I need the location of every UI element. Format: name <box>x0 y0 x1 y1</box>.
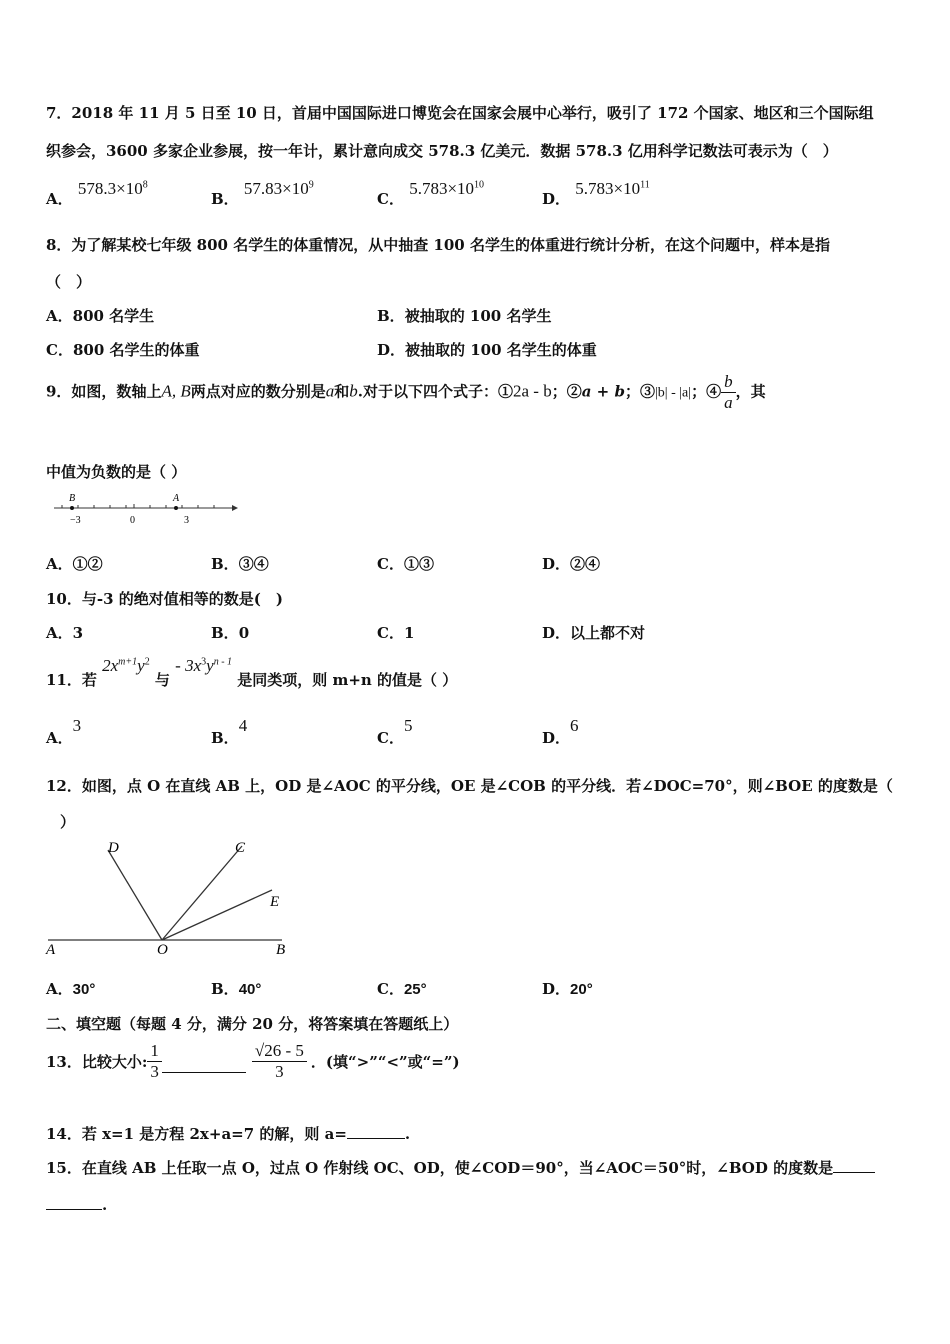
q15-text-line2: . <box>46 1195 107 1214</box>
q8-option-c[interactable]: C．800 名学生的体重 <box>46 341 200 359</box>
q10-option-d[interactable]: D．以上都不对 <box>542 624 646 642</box>
q9-fraction: $\frac{b}{a}$ <box>721 372 736 413</box>
tick-3: 3 <box>184 515 189 526</box>
q11-option-d[interactable]: D．6 <box>542 716 579 747</box>
q8-text-line2: （ ） <box>46 273 92 291</box>
q10-option-c[interactable]: C．1 <box>377 624 415 642</box>
q10-option-a[interactable]: A．3 <box>46 624 84 642</box>
q9-number-line <box>50 490 242 532</box>
q14-text: 14．若 x=1 是方程 2x+a=7 的解，则 a= . <box>46 1125 411 1143</box>
tick-0: 0 <box>130 515 135 526</box>
label-a: A <box>46 942 56 958</box>
q11-term1: $2x^{m+1}y^2$ <box>102 656 150 675</box>
q13-fraction-1: $\frac{1}{3}$ <box>147 1041 162 1082</box>
q11-option-b[interactable]: B．4 <box>211 716 248 747</box>
ray-oe <box>162 890 272 940</box>
label-o: O <box>157 942 168 958</box>
label-e: E <box>270 894 280 910</box>
ray-od <box>108 850 162 940</box>
label-c: C <box>235 840 246 856</box>
q13-fraction-2: $\frac{√26 - 5}{3}$ <box>252 1041 307 1082</box>
q12-text-line1: 12．如图，点 O 在直线 AB 上，OD 是∠AOC 的平分线，OE 是∠COB 的平分线．若∠DOC=70°，则∠BOE 的度数是（ <box>46 777 893 795</box>
q9-option-a[interactable]: A．①② <box>46 555 103 573</box>
q7-option-a[interactable]: A． $578.3\times 10^8$ <box>46 179 148 208</box>
q12-angle-figure <box>44 836 292 960</box>
q12-option-b[interactable]: B．40° <box>211 980 262 998</box>
q8-option-a[interactable]: A．800 名学生 <box>46 307 155 325</box>
q8-option-d[interactable]: D．被抽取的 100 名学生的体重 <box>377 341 597 359</box>
q12-option-a[interactable]: A．30° <box>46 980 96 998</box>
q8-text-line1: 8．为了解某校七年级 800 名学生的体重情况，从中抽查 100 名学生的体重进行统计分析，在这个问题中，样本是指 <box>46 236 830 254</box>
q14-answer-blank[interactable] <box>347 1124 405 1139</box>
q12-option-c[interactable]: C．25° <box>377 980 427 998</box>
q9-text-line2: 中值为负数的是（ ） <box>46 463 187 481</box>
q15-answer-blank-2[interactable] <box>46 1195 102 1210</box>
q11-term2: - $3x^3y^{n - 1}$ <box>175 656 233 675</box>
q7-option-c[interactable]: C． $5.783\times 10^{10}$ <box>377 179 485 208</box>
label-b: B <box>276 942 286 958</box>
point-a <box>174 506 178 510</box>
label-b: B <box>69 493 76 504</box>
q9-option-d[interactable]: D．②④ <box>542 555 601 573</box>
q11-text: 11．若 $2x^{m+1}y^2$ 与 - $3x^3y^{n - 1}$ 是同类项，则 m+n 的值是（ ） <box>46 656 458 689</box>
section2-title: 二、填空题（每题 4 分，满分 20 分，将答案填在答题纸上） <box>46 1015 459 1033</box>
q9-option-c[interactable]: C．①③ <box>377 555 434 573</box>
q15-text: 15．在直线 AB 上任取一点 O，过点 O 作射线 OC、OD，使∠COD＝90°，当∠AOC＝50°时，∠BOD 的度数是 <box>46 1157 875 1178</box>
q12-option-d[interactable]: D．20° <box>542 980 593 998</box>
q13-answer-blank[interactable] <box>162 1050 246 1073</box>
point-b <box>70 506 74 510</box>
q15-answer-blank-1[interactable] <box>833 1158 875 1173</box>
q7-text-line1: 7．2018 年 11 月 5 日至 10 日，首届中国国际进口博览会在国家会展中心举行，吸引了 172 个国家、地区和三个国际组 <box>46 104 874 122</box>
q7-text-line2: 织参会，3600 多家企业参展，按一年计，累计意向成交 578.3 亿美元．数据 578.3 亿用科学记数法可表示为（ ） <box>46 142 838 160</box>
q12-text-line2: ） <box>60 813 76 831</box>
label-a: A <box>173 493 180 504</box>
ray-oc <box>162 846 242 940</box>
q9-text-line1: 9．如图，数轴上A, B两点对应的数分别是a和b.对于以下四个式子：①2a - b；②a + b；③|b| - |a|；④ $\frac{b}{a}$ ，其 <box>46 372 766 412</box>
axis-arrow <box>232 505 238 511</box>
q10-text: 10．与-3 的绝对值相等的数是( ) <box>46 590 283 608</box>
q9-option-b[interactable]: B．③④ <box>211 555 269 573</box>
q11-option-a[interactable]: A．3 <box>46 716 82 747</box>
q7-option-d[interactable]: D． $5.783\times 10^{11}$ <box>542 179 650 208</box>
q11-option-c[interactable]: C．5 <box>377 716 413 747</box>
q13-text: 13．比较大小: $\frac{1}{3}$ $\frac{√26 - 5}{3}$ ．(填“>”“<”或“=”) <box>46 1041 460 1081</box>
label-d: D <box>108 840 119 856</box>
q10-option-b[interactable]: B．0 <box>211 624 250 642</box>
q7-option-b[interactable]: B． $57.83\times 10^9$ <box>211 179 314 208</box>
q8-option-b[interactable]: B．被抽取的 100 名学生 <box>377 307 552 325</box>
tick-minus3: −3 <box>70 515 81 526</box>
